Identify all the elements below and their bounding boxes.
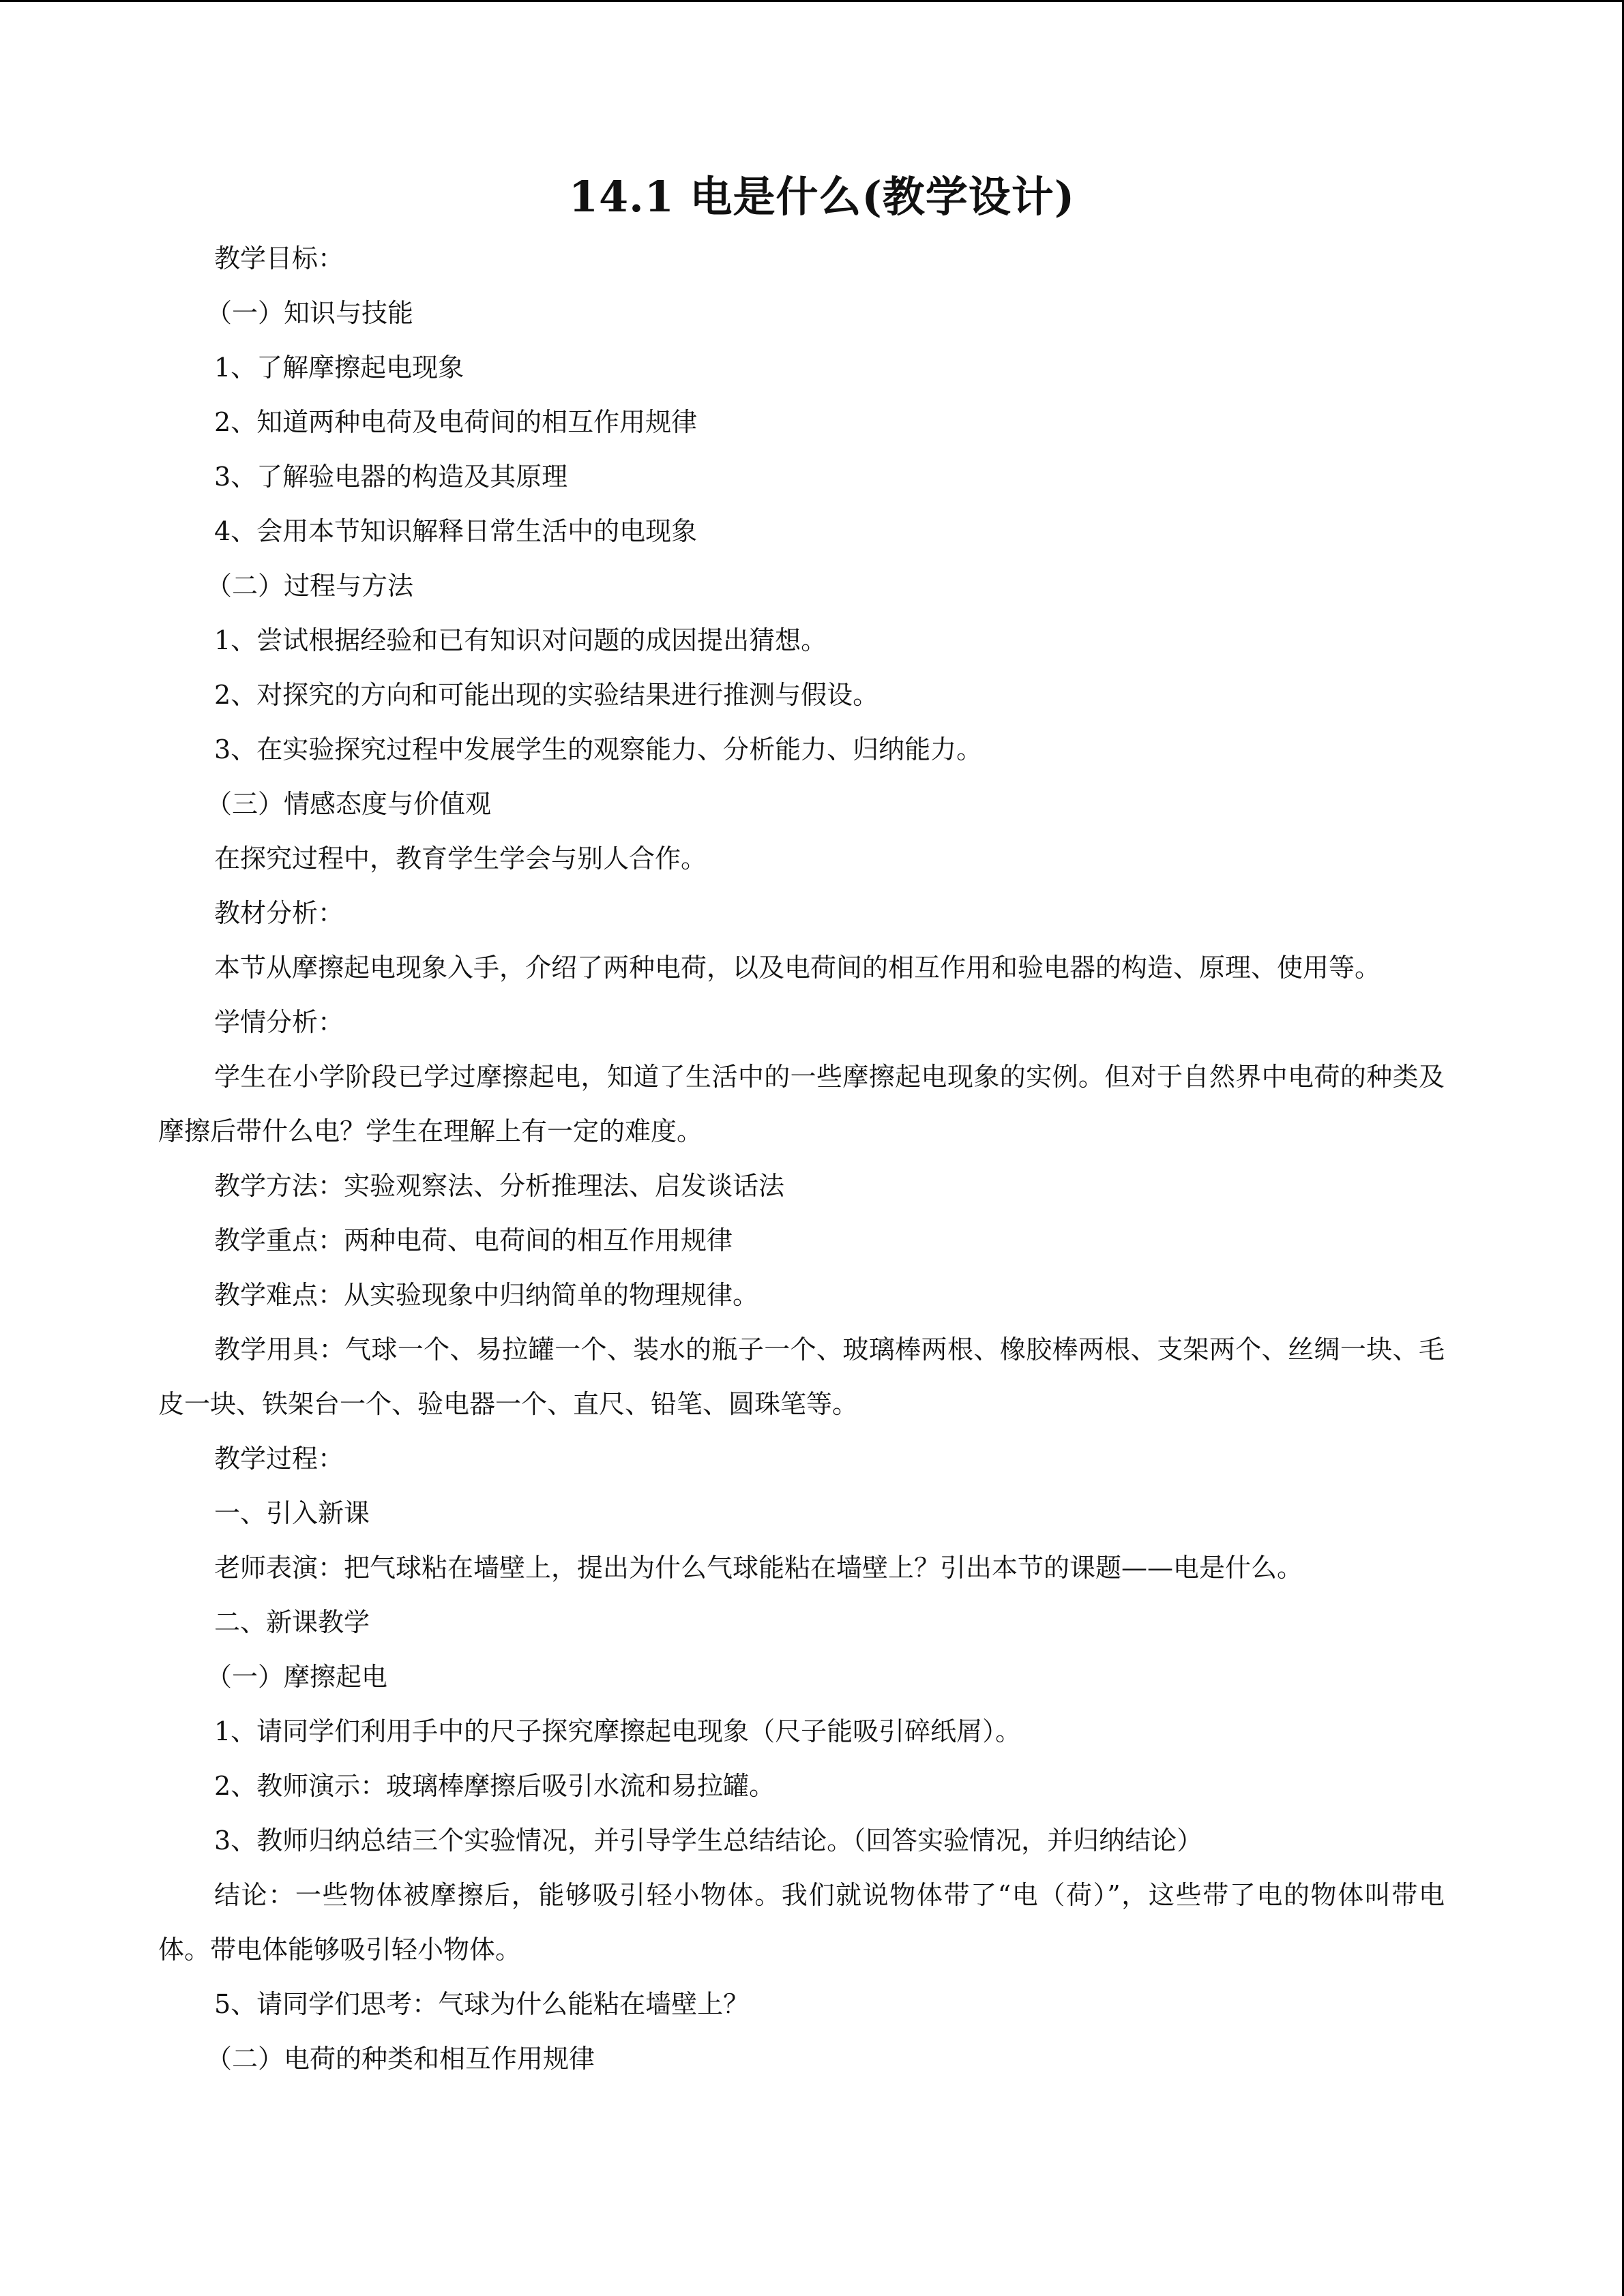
teaching-tools-paragraph: 教学用具：气球一个、易拉罐一个、装水的瓶子一个、玻璃棒两根、橡胶棒两根、支架两个、丝绸一块、毛皮一块、铁架台一个、验电器一个、直尺、铅笔、圆珠笔等。 <box>158 1335 1445 1419</box>
method-item-1: 1、尝试根据经验和已有知识对问题的成因提出猜想。 <box>214 625 827 655</box>
method-item-2: 2、对探究的方向和可能出现的实验结果进行推测与假设。 <box>214 680 879 710</box>
section-introduce-new-lesson: 一、引入新课 <box>214 1498 370 1528</box>
subheading-process-methods: （二）过程与方法 <box>206 571 414 601</box>
heading-teaching-process: 教学过程： <box>214 1444 344 1474</box>
subheading-friction-electricity: （一）摩擦起电 <box>206 1662 388 1692</box>
objective-item-2: 2、知道两种电荷及电荷间的相互作用规律 <box>214 407 698 437</box>
values-text: 在探究过程中，教育学生学会与别人合作。 <box>214 844 707 874</box>
subheading-knowledge-skills: （一）知识与技能 <box>206 298 414 328</box>
subheading-charge-types: （二）电荷的种类和相互作用规律 <box>206 2044 595 2074</box>
objective-item-1: 1、了解摩擦起电现象 <box>214 353 464 383</box>
conclusion-paragraph: 结论：一些物体被摩擦后，能够吸引轻小物体。我们就说物体带了“电（荷）”，这些带了电的物体叫带电体。带电体能够吸引轻小物体。 <box>158 1880 1445 1965</box>
step-item-1: 1、请同学们利用手中的尺子探究摩擦起电现象（尺子能吸引碎纸屑）。 <box>214 1716 1022 1746</box>
teaching-key-points: 教学重点：两种电荷、电荷间的相互作用规律 <box>214 1225 733 1255</box>
objective-item-4: 4、会用本节知识解释日常生活中的电现象 <box>214 516 698 546</box>
heading-teaching-objectives: 教学目标： <box>214 243 344 273</box>
method-item-3: 3、在实验探究过程中发展学生的观察能力、分析能力、归纳能力。 <box>214 734 983 764</box>
section-new-lesson-teaching: 二、新课教学 <box>214 1607 370 1637</box>
teacher-performance: 老师表演：把气球粘在墙壁上，提出为什么气球能粘在墙壁上？引出本节的课题——电是什么。 <box>214 1553 1303 1583</box>
material-analysis-paragraph: 本节从摩擦起电现象入手，介绍了两种电荷，以及电荷间的相互作用和验电器的构造、原理、使用等。 <box>214 953 1381 983</box>
student-analysis-paragraph: 学生在小学阶段已学过摩擦起电，知道了生活中的一些摩擦起电现象的实例。但对于自然界中电荷的种类及摩擦后带什么电？学生在理解上有一定的难度。 <box>158 1062 1445 1146</box>
subheading-emotion-values: （三）情感态度与价值观 <box>206 789 492 819</box>
step-item-2: 2、教师演示：玻璃棒摩擦后吸引水流和易拉罐。 <box>214 1771 776 1801</box>
step-item-3: 3、教师归纳总结三个实验情况，并引导学生总结结论。（回答实验情况，并归纳结论） <box>214 1825 1203 1855</box>
heading-material-analysis: 教材分析： <box>214 898 344 928</box>
teaching-methods: 教学方法：实验观察法、分析推理法、启发谈话法 <box>214 1171 785 1201</box>
heading-student-analysis: 学情分析： <box>214 1007 344 1037</box>
document-title: 14.1 电是什么(教学设计) <box>568 172 1076 222</box>
teaching-difficulties: 教学难点：从实验现象中归纳简单的物理规律。 <box>214 1280 759 1310</box>
step-item-5: 5、请同学们思考：气球为什么能粘在墙壁上？ <box>214 1989 750 2019</box>
objective-item-3: 3、了解验电器的构造及其原理 <box>214 462 568 492</box>
document-body <box>158 163 1445 2086</box>
